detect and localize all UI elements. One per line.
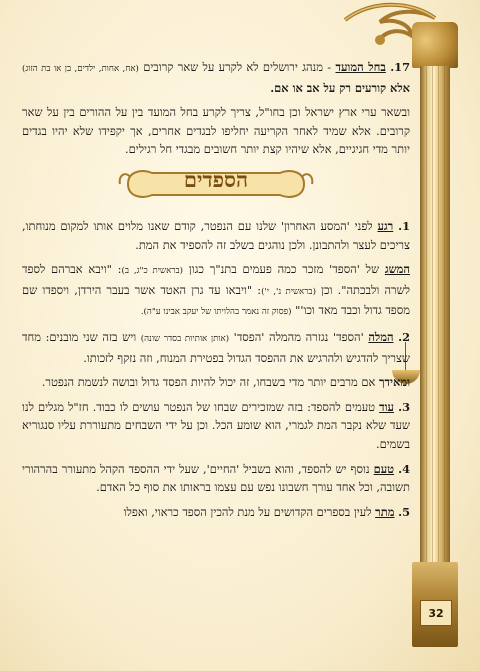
paragraph-17b: ובשאר ערי ארץ ישראל וכן בחו"ל, צריך לקרע בחל המועד בין על ההורים בין על שאר קרובים. אלא שמיד לאחר הקריעה יחליפו לבגדים אחרים, אך יקפידו שלא יהיו בגדים יותר מדי חגיגיים, אלא שיהיו קצת יותר חשובים מבגדי חל רגילים. — [22, 105, 410, 157]
para-4-number: 4. — [398, 461, 410, 476]
para-1b-text: של 'הספד' מזכר כמה פעמים בתנ"ך כגון — [183, 262, 385, 277]
section-heading — [22, 165, 410, 207]
para-1b-term: המשג — [384, 262, 410, 277]
column-shaft — [420, 66, 450, 566]
para-17-tail: אלא קורעים רק על אב או אם. — [270, 80, 410, 95]
para-2-number: 2. — [398, 329, 411, 344]
paragraph-5 — [22, 503, 410, 522]
para-2b-term: ומאידך — [378, 375, 410, 390]
para-2b-text: אם מרבים יותר מדי בשבחו, זה יכול להיות הפסד גדול ובושה לנשמת הנפטר. — [41, 375, 379, 390]
para-1b-text2: : "ויבא אברהם לספד לשרה ולבכתה". וכן — [22, 262, 410, 297]
paragraph-3 — [22, 398, 410, 454]
para-17-term: בחל המועד — [335, 60, 386, 74]
para-5-term: מתר — [375, 504, 395, 519]
para-1b-note2: (בראשית נ', י') — [261, 286, 316, 297]
para-3-text: טעמים להספד: בזה שמזכירים שבחו של הנפטר עושים לו כבוד. חז"ל מגלים לנו שעד שלא נקבר המת לגמרי, הוא שומע הכל. וכן על ידי השבחים מתעוררת עליו סנגוריא בשמים. — [22, 399, 410, 451]
para-2-text2: ויש בזה שני מובנים: מחד שצריך להדגיש ולהרגיש את ההפסד הגדול בפטירת המנוח, וזה נזקף לזכותו. — [22, 329, 410, 365]
para-1-text: לפני 'המסע האחרון' שלנו עם הנפטר, קודם שאנו מלוים אותו למקום מנוחתו, צריכים לעצר ולהתבונן. ולכן נוהגים בשלב זה להספיד את המת. — [22, 218, 410, 252]
decorative-column — [412, 22, 458, 647]
para-5-text: לעין בספרים הקדושים על מנת להכין הספד כראוי, ואפלו — [123, 504, 376, 519]
paragraph-17 — [22, 58, 410, 97]
para-1b-text3: : "ויבאו עד גרן האטד אשר בעבר הירדן, ויספדו שם מספד גדול וכבד מאד וכו'" — [22, 282, 410, 318]
para-1b-note1: (בראשית כ"ג, ב) — [121, 266, 184, 277]
para-17-note: (אח, אחות, ילדים, בן או בת הזוג) — [22, 64, 139, 74]
paragraph-1b — [22, 260, 410, 322]
column-capital — [412, 22, 458, 68]
para-4-text: נוסף יש להספד, והוא בשביל 'החיים', שעל ידי ההספד הקהל מתעורר בהרהורי תשובה, וכל אחד עורך חשבונו נפש עם עצמו בראותו את סוף כל האדם. — [22, 461, 410, 495]
paragraph-2b — [22, 373, 410, 392]
para-4-term: טעם — [373, 461, 395, 476]
para-2-term: המלה — [368, 329, 394, 344]
para-3-term: עוד — [379, 399, 394, 414]
para-3-number: 3. — [398, 399, 410, 414]
para-2-note: (אותן אותיות בסדר שונה) — [140, 333, 230, 344]
para-17-text: - מנהג ירושלים לא לקרע על שאר קרובים — [138, 60, 336, 74]
paragraph-2 — [22, 328, 410, 367]
para-1-term: רגע — [377, 218, 394, 233]
paragraph-1 — [22, 217, 410, 254]
para-1b-note3: (פסוק זה נאמר בהלויתו של יעקב אבינו ע"ה). — [140, 307, 292, 318]
page-number: 32 — [420, 600, 452, 626]
main-text — [22, 58, 410, 527]
column-base — [412, 562, 458, 647]
paragraph-4 — [22, 460, 410, 497]
para-2-text: 'הספד' נגזרה מהמלה 'הפסד' — [229, 329, 369, 344]
para-1-number: 1. — [398, 218, 410, 233]
section-title: הספדים — [183, 166, 249, 192]
para-5-number: 5. — [398, 504, 410, 519]
para-17-number: 17. — [390, 60, 411, 74]
